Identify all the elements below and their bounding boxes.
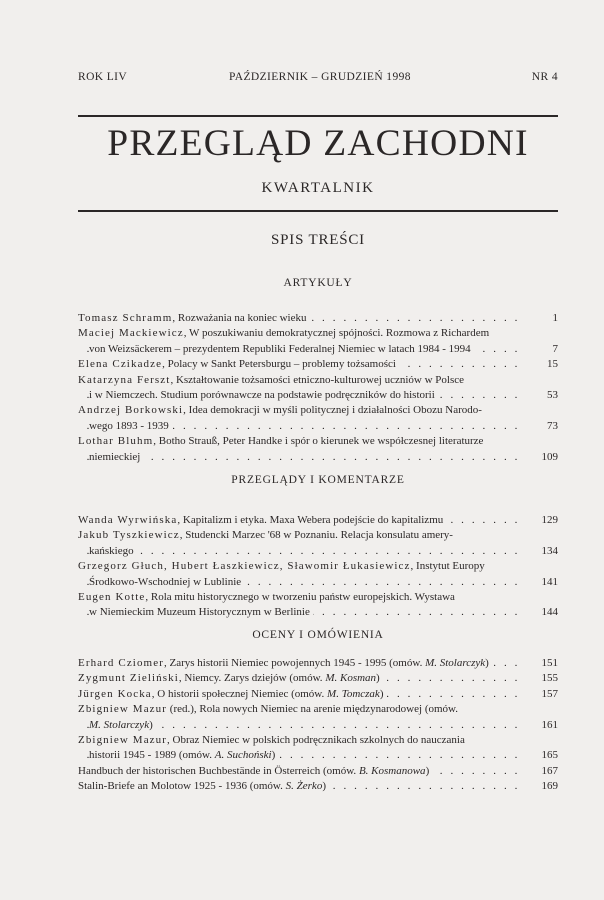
entry-title: Stalin-Briefe an Molotow 1925 - 1936 (omów. — [78, 780, 286, 793]
entry-author: Elena Czikadze — [78, 358, 163, 371]
toc-entry-text — [78, 358, 399, 370]
toc-entry[interactable] — [78, 326, 558, 357]
entry-page-number: 155 — [528, 671, 558, 686]
entry-page-number: 73 — [528, 419, 558, 434]
toc-entry-line — [78, 373, 558, 388]
issue-date: PAŹDZIERNIK – GRUDZIEŃ 1998 — [229, 71, 411, 83]
toc-entry-line — [78, 357, 558, 372]
volume-year: ROK LIV — [78, 71, 128, 83]
toc-entry[interactable] — [78, 311, 558, 326]
entry-reviewer: M. Tomczak — [327, 687, 380, 700]
toc-entry-line — [78, 671, 558, 686]
toc-entry-text — [78, 529, 456, 541]
toc-entry[interactable] — [78, 764, 558, 779]
toc-entry-line — [78, 718, 558, 733]
toc-entry-line — [78, 513, 558, 528]
entry-title-continued: historii 1945 - 1989 (omów. — [89, 749, 215, 762]
entry-page-number: 161 — [528, 718, 558, 733]
journal-subtitle: KWARTALNIK — [261, 180, 375, 196]
entry-author: Zbigniew Mazur — [78, 733, 168, 746]
toc-entry[interactable] — [78, 702, 558, 733]
toc-entry-line — [78, 419, 558, 434]
toc-entry-line — [78, 605, 558, 620]
entry-author: Lothar Bluhm — [78, 435, 154, 448]
entry-page-number: 109 — [528, 450, 558, 465]
entry-title: , Rozważania na koniec wieku — [172, 312, 307, 324]
toc-entry-line — [78, 326, 558, 341]
entry-reviewer: M. Stolarczyk — [425, 657, 486, 669]
section-heading-opinions: OCENY I OMÓWIENIA — [252, 629, 384, 641]
toc-entry[interactable] — [78, 559, 558, 590]
entry-title-tail: ) — [485, 657, 489, 669]
entry-title: (red.), Rola nowych Niemiec na arenie międzynarodowej (omów. — [167, 703, 459, 716]
entry-author: Eugen Kotte — [78, 590, 146, 603]
opinions-list — [78, 656, 558, 795]
entry-page-number: 7 — [528, 342, 558, 357]
toc-entry-line — [78, 388, 558, 403]
entry-reviewer: A. Suchoński — [214, 749, 272, 762]
issue-number: NR 4 — [531, 71, 558, 83]
toc-entry-text — [78, 591, 458, 603]
toc-entry-line — [78, 559, 558, 574]
entry-author: Erhard Cziomer — [78, 657, 164, 669]
entry-page-number: 157 — [528, 687, 558, 702]
toc-entry-text — [89, 719, 156, 731]
section-heading-articles: ARTYKUŁY — [283, 277, 353, 289]
toc-entry-line — [78, 733, 558, 748]
entry-title-tail: ) — [379, 687, 384, 700]
entry-page-number: 129 — [528, 513, 558, 528]
entry-author: Wanda Wyrwińska — [78, 514, 178, 526]
toc-entry-text — [78, 327, 492, 339]
toc-entry-line — [78, 403, 558, 418]
section-heading-reviews: PRZEGLĄDY I KOMENTARZE — [231, 474, 405, 486]
toc-entry-line — [78, 748, 558, 763]
toc-entry[interactable] — [78, 656, 558, 671]
toc-entry-line — [78, 590, 558, 605]
toc-entry-text — [78, 560, 488, 572]
bottom-rule — [78, 210, 558, 212]
toc-entry-text — [78, 514, 446, 526]
entry-page-number: 165 — [528, 748, 558, 763]
toc-entry[interactable] — [78, 687, 558, 702]
toc-entry-line — [78, 575, 558, 590]
toc-entry-line — [78, 764, 558, 779]
toc-entry[interactable] — [78, 513, 558, 528]
toc-entry-text — [89, 576, 244, 588]
entry-reviewer: M. Stolarczyk — [89, 718, 150, 731]
toc-entry-line — [78, 450, 558, 465]
entry-title-continued: w Niemieckim Muzeum Historycznym w Berlinie — [89, 606, 310, 619]
journal-title: PRZEGLĄD ZACHODNI — [107, 123, 529, 164]
entry-author: Jakub Tyszkiewicz — [78, 529, 180, 542]
entry-title-tail: ) — [425, 764, 430, 777]
entry-title-tail: ) — [322, 780, 326, 793]
entry-title: , Polacy w Sankt Petersburgu – problemy tożsamości — [162, 358, 396, 371]
entry-title: , Rola mitu historycznego w tworzeniu państw europejskich. Wystawa — [145, 590, 455, 603]
entry-author: Zbigniew Mazur — [78, 703, 168, 716]
toc-entry[interactable] — [78, 373, 558, 404]
entry-author: Andrzej Borkowski — [78, 404, 184, 417]
entry-author: Katarzyna Ferszt — [78, 373, 171, 386]
entry-page-number: 53 — [528, 388, 558, 403]
entry-title-tail: ) — [376, 672, 380, 685]
toc-entry-line — [78, 528, 558, 543]
entry-title: Handbuch der historischen Buchbestände in Österreich (omów. — [78, 764, 359, 777]
entry-title: , Instytut Europy — [410, 560, 485, 573]
toc-entry-text — [89, 420, 172, 432]
entry-reviewer: B. Kosmanowa — [358, 764, 426, 777]
toc-entry-line — [78, 544, 558, 559]
toc-entry-line — [78, 779, 558, 794]
toc-entry-text — [78, 404, 485, 416]
toc-entry-text — [78, 765, 432, 777]
entry-title-continued: kańskiego — [89, 544, 134, 557]
entry-title: , Obraz Niemiec w polskich podręcznikach szkolnych do nauczania — [167, 733, 465, 746]
entry-reviewer: M. Kosman — [325, 672, 377, 685]
toc-entry[interactable] — [78, 528, 558, 559]
reviews-list — [78, 513, 558, 621]
toc-entry-text — [89, 749, 278, 761]
articles-list — [78, 311, 558, 465]
entry-author: Jürgen Kocka — [78, 687, 152, 700]
toc-entry-line — [78, 434, 558, 449]
toc-entry[interactable] — [78, 434, 558, 465]
entry-page-number: 141 — [528, 575, 558, 590]
toc-entry-text — [78, 734, 468, 746]
toc-entry-text — [78, 703, 461, 715]
toc-entry-text — [78, 780, 329, 792]
toc-entry[interactable] — [78, 403, 558, 434]
entry-page-number: 15 — [528, 357, 558, 372]
entry-author: Tomasz Schramm — [78, 312, 173, 324]
entry-author: Grzegorz Głuch, Hubert Łaszkiewicz, Sławomir Łukasiewicz — [78, 560, 411, 573]
entry-page-number: 151 — [528, 656, 558, 671]
entry-title-continued: i w Niemczech. Studium porównawcze na podstawie podręczników do historii — [89, 388, 435, 401]
toc-entry-line — [78, 687, 558, 702]
entry-title: , Kształtowanie tożsamości etniczno-kulturowej uczniów w Polsce — [170, 373, 464, 386]
toc-entry-line — [78, 656, 558, 671]
toc-entry[interactable] — [78, 671, 558, 686]
entry-author: Zygmunt Zieliński — [78, 672, 179, 685]
entry-title-tail: ) — [271, 749, 276, 762]
entry-title: , Idea demokracji w myśli politycznej i działalności Obozu Narodo- — [183, 404, 482, 417]
toc-entry-text — [78, 672, 383, 684]
entry-title-continued: niemieckiej — [89, 450, 141, 463]
toc-entry-text — [78, 435, 486, 447]
entry-page-number: 144 — [528, 605, 558, 620]
entry-page-number: 134 — [528, 544, 558, 559]
entry-page-number: 167 — [528, 764, 558, 779]
toc-entry-text — [78, 688, 386, 700]
toc-entry[interactable] — [78, 357, 558, 372]
toc-entry[interactable] — [78, 733, 558, 764]
entry-page-number: 1 — [528, 311, 558, 326]
entry-title: , Botho Strauß, Peter Handke i spór o kierunek we współczesnej literaturze — [153, 435, 484, 448]
entry-reviewer: S. Żerko — [285, 780, 323, 793]
entry-author: Maciej Mackiewicz — [78, 327, 184, 340]
top-rule — [78, 115, 558, 117]
entry-title-continued: von Weizsäckerem – prezydentem Republiki Federalnej Niemiec w latach 1984 - 1994 — [89, 342, 471, 355]
toc-entry-text — [89, 389, 438, 401]
toc-entry-text — [78, 374, 467, 386]
toc-entry-text — [89, 343, 474, 355]
toc-entry-text — [78, 657, 492, 669]
toc-entry-line — [78, 702, 558, 717]
toc-entry-text — [89, 606, 313, 618]
entry-title: , Kapitalizm i etyka. Maxa Webera podejście do kapitalizmu — [177, 514, 444, 526]
entry-title-tail: ) — [149, 718, 153, 731]
entry-title: , W poszukiwaniu demokratycznej spójności. Rozmowa z Richardem — [183, 327, 490, 340]
toc-entry[interactable] — [78, 590, 558, 621]
entry-title: , Zarys historii Niemiec powojennych 1945 - 1995 (omów. — [163, 657, 426, 669]
toc-entry-line — [78, 311, 558, 326]
entry-title: , Studencki Marzec '68 w Poznaniu. Relacja konsulatu amery- — [179, 529, 453, 542]
entry-title: , O historii społecznej Niemiec (omów. — [151, 687, 328, 700]
entry-title-continued: wego 1893 - 1939 — [89, 419, 169, 432]
entry-title-continued: Środkowo-Wschodniej w Lublinie — [89, 575, 242, 588]
entry-page-number: 169 — [528, 779, 558, 794]
toc-entry-text — [89, 451, 143, 463]
toc-entry-text — [78, 312, 309, 324]
toc-entry[interactable] — [78, 779, 558, 794]
toc-title: SPIS TREŚCI — [271, 232, 365, 248]
toc-entry-text — [89, 545, 137, 557]
entry-title: , Niemcy. Zarys dziejów (omów. — [178, 672, 326, 685]
toc-entry-line — [78, 342, 558, 357]
